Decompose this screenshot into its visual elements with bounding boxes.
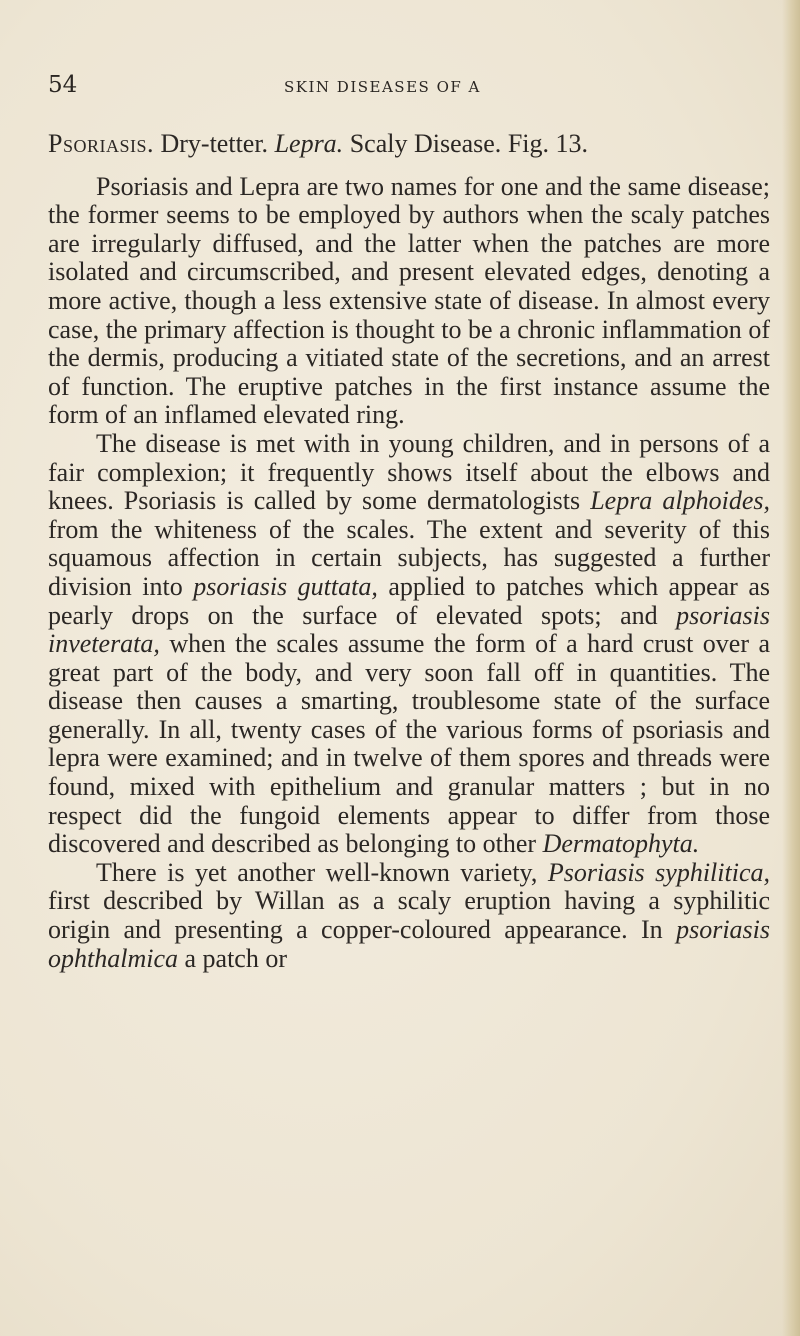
page-number: 54: [48, 72, 78, 98]
title-synonym-3: Scaly Disease.: [349, 129, 502, 158]
title-synonym-2: Lepra.: [274, 129, 344, 158]
term-psoriasis-syphilitica: Psoriasis syphilitica,: [547, 857, 770, 887]
paragraph-3: [48, 859, 770, 973]
term-psoriasis-ophthalmica: psoriasis ophthalmica: [48, 915, 770, 973]
page-header: [48, 72, 768, 102]
paragraph-2-text-1: The disease is met with in young children, and in persons of a fair complexion; it frequently shows itself about the elbows and knees. Psoriasis is called by some dermatologists: [48, 428, 770, 516]
figure-reference: Fig. 13.: [507, 129, 588, 158]
page-edge: [782, 0, 800, 1336]
title-name: Psoriasis.: [48, 129, 154, 158]
term-psoriasis-guttata: psoriasis guttata,: [193, 571, 378, 601]
term-lepra-alphoides: Lepra alphoides,: [590, 486, 771, 516]
paragraph-3-text-2: first described by Willan as a scaly eruption having a syphilitic origin and presenting a copper-coloured appearance. In: [48, 886, 770, 945]
section-title: [48, 130, 770, 159]
paragraph-2-text-2: from the whiteness of the scales. The extent and severity of this squamous affection in certain subjects, has suggested a further division into: [48, 514, 770, 601]
term-psoriasis-inveterata: psoriasis inveterata,: [48, 600, 771, 659]
paragraph-2: [48, 430, 770, 859]
paragraph-2-text-3: applied to patches which appear as pearly drops on the surface of elevated spots; and: [48, 571, 770, 630]
paragraph-3-text-3: a patch or: [184, 943, 288, 973]
title-synonym-1: Dry-tetter.: [160, 129, 269, 158]
page-content: [48, 130, 770, 973]
term-dermatophyta: Dermatophyta.: [542, 829, 700, 859]
paragraph-1: Psoriasis and Lepra are two names for one and the same disease; the former seems to be employed by authors when the scaly patches are irregularly diffused, and the latter when the patches are more isolated and circumscribed, and present elevated edges, denoting a more active, though a less extensive state of disease. In almost every case, the primary affection is thought to be a chronic inflammation of the dermis, producing a vitiated state of the secretions, and an arrest of function. The eruptive patches in the first instance assume the form of an inflamed elevated ring.: [48, 171, 770, 430]
paragraph-3-text-1: There is yet another well-known variety,: [96, 857, 538, 887]
paragraph-2-text-4: when the scales assume the form of a hard crust over a great part of the body, and very soon fall off in quantities. The disease then causes a smarting, troublesome state of the surface generally. In all, twenty cases of the various forms of psoriasis and lepra were examined; and in twelve of them spores and threads were found, mixed with epithelium and granular matters ; but in no respect did the fungoid elements appear to differ from those discovered and described as belonging to other: [48, 629, 770, 859]
running-head: SKIN DISEASES OF A: [284, 78, 481, 96]
